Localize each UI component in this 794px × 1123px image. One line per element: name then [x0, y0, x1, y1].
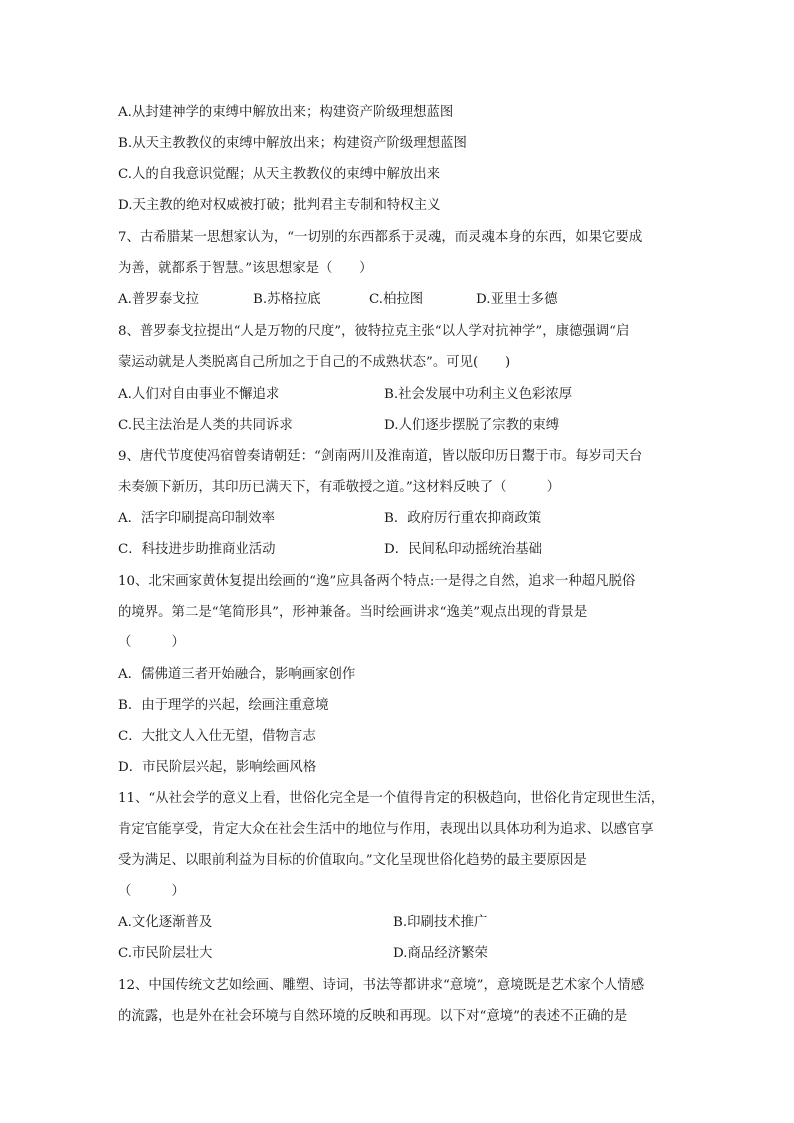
q9-stem-line-2: 未奏颁下新历，其印历已满天下，有乖敬授之道。”这材料反映了（ ） [118, 480, 561, 495]
q9-option-c: C．科技进步助推商业活动 [118, 542, 276, 557]
q9-option-d: D．民间私印动摇统治基础 [384, 542, 543, 557]
q9-option-a: A．活字印刷提高印制效率 [118, 511, 275, 526]
q6-option-c: C.人的自我意识觉醒；从天主教教仪的束缚中解放出来 [118, 167, 441, 182]
q12-stem-line-1: 12、中国传统文艺如绘画、雕塑、诗词，书法等都讲求“意境”，意境既是艺术家个人情感 [118, 978, 645, 993]
q10-option-b: B．由于理学的兴起，绘画注重意境 [118, 698, 329, 713]
q6-option-b: B.从天主教教仪的束缚中解放出来；构建资产阶级理想蓝图 [118, 136, 467, 151]
q11-stem-line-3: 受为满足、以眼前利益为目标的价值取向。”文化呈现世俗化趋势的最主要原因是 [118, 853, 587, 868]
q7-stem-line-1: 7、古希腊某一思想家认为，“一切别的东西都系于灵魂，而灵魂本身的东西，如果它要成 [118, 230, 643, 245]
q11-stem-line-4: （ ） [118, 884, 185, 899]
q10-stem-line-3: （ ） [118, 635, 185, 650]
q7-option-b: B.苏格拉底 [253, 292, 321, 307]
q7-option-c: C.柏拉图 [369, 292, 424, 307]
q8-option-c: C.民主法治是人类的共同诉求 [118, 418, 293, 433]
q10-stem-line-1: 10、北宋画家黄休复提出绘画的“逸”应具备两个特点:一是得之自然，追求一种超凡脱俗 [118, 574, 636, 589]
q6-option-a: A.从封建神学的束缚中解放出来；构建资产阶级理想蓝图 [118, 105, 454, 120]
q11-option-c: C.市民阶层壮大 [118, 946, 213, 961]
q7-stem-line-2: 为善，就都系于智慧。”该思想家是（ ） [118, 261, 373, 276]
q8-stem-line-2: 蒙运动就是人类脱离自己所加之于自己的不成熟状态”。可见( ) [118, 355, 511, 370]
q8-stem-line-1: 8、普罗泰戈拉提出“人是万物的尺度”，彼特拉克主张“以人学对抗神学”，康德强调“启 [118, 324, 630, 339]
q11-stem-line-1: 11、“从社会学的意义上看，世俗化完全是一个值得肯定的积极趋向，世俗化肯定现世生活， [118, 791, 665, 806]
q12-stem-line-2: 的流露，也是外在社会环境与自然环境的反映和再现。以下对“意境”的表述不正确的是 [118, 1009, 628, 1024]
q8-option-b: B.社会发展中功利主义色彩浓厚 [384, 387, 573, 402]
q10-option-a: A．儒佛道三者开始融合，影响画家创作 [118, 667, 356, 682]
q10-option-c: C．大批文人入仕无望，借物言志 [118, 729, 316, 744]
q9-stem-line-1: 9、唐代节度使冯宿曾奏请朝廷：“剑南两川及淮南道，皆以版印历日鬻于市。每岁司天台 [118, 449, 643, 464]
q10-option-d: D．市民阶层兴起，影响绘画风格 [118, 760, 317, 775]
q8-option-d: D.人们逐步摆脱了宗教的束缚 [384, 418, 560, 433]
q11-stem-line-2: 肯定官能享受，肯定大众在社会生活中的地位与作用，表现出以具体功利为追求、以感官享 [118, 822, 654, 837]
q9-option-b: B．政府厉行重农抑商政策 [384, 511, 542, 526]
q6-option-d: D.天主教的绝对权威被打破；批判君主专制和特权主义 [118, 198, 441, 213]
q8-option-a: A.人们对自由事业不懈追求 [118, 387, 280, 402]
q11-option-b: B.印刷技术推广 [393, 915, 488, 930]
q10-stem-line-2: 的境界。第二是“笔简形具”，形神兼备。当时绘画讲求“逸美”观点出现的背景是 [118, 605, 588, 620]
q11-option-a: A.文化逐渐普及 [118, 915, 213, 930]
q7-option-d: D.亚里士多德 [476, 292, 558, 307]
q11-option-d: D.商品经济繁荣 [393, 946, 488, 961]
q7-option-a: A.普罗泰戈拉 [118, 292, 199, 307]
